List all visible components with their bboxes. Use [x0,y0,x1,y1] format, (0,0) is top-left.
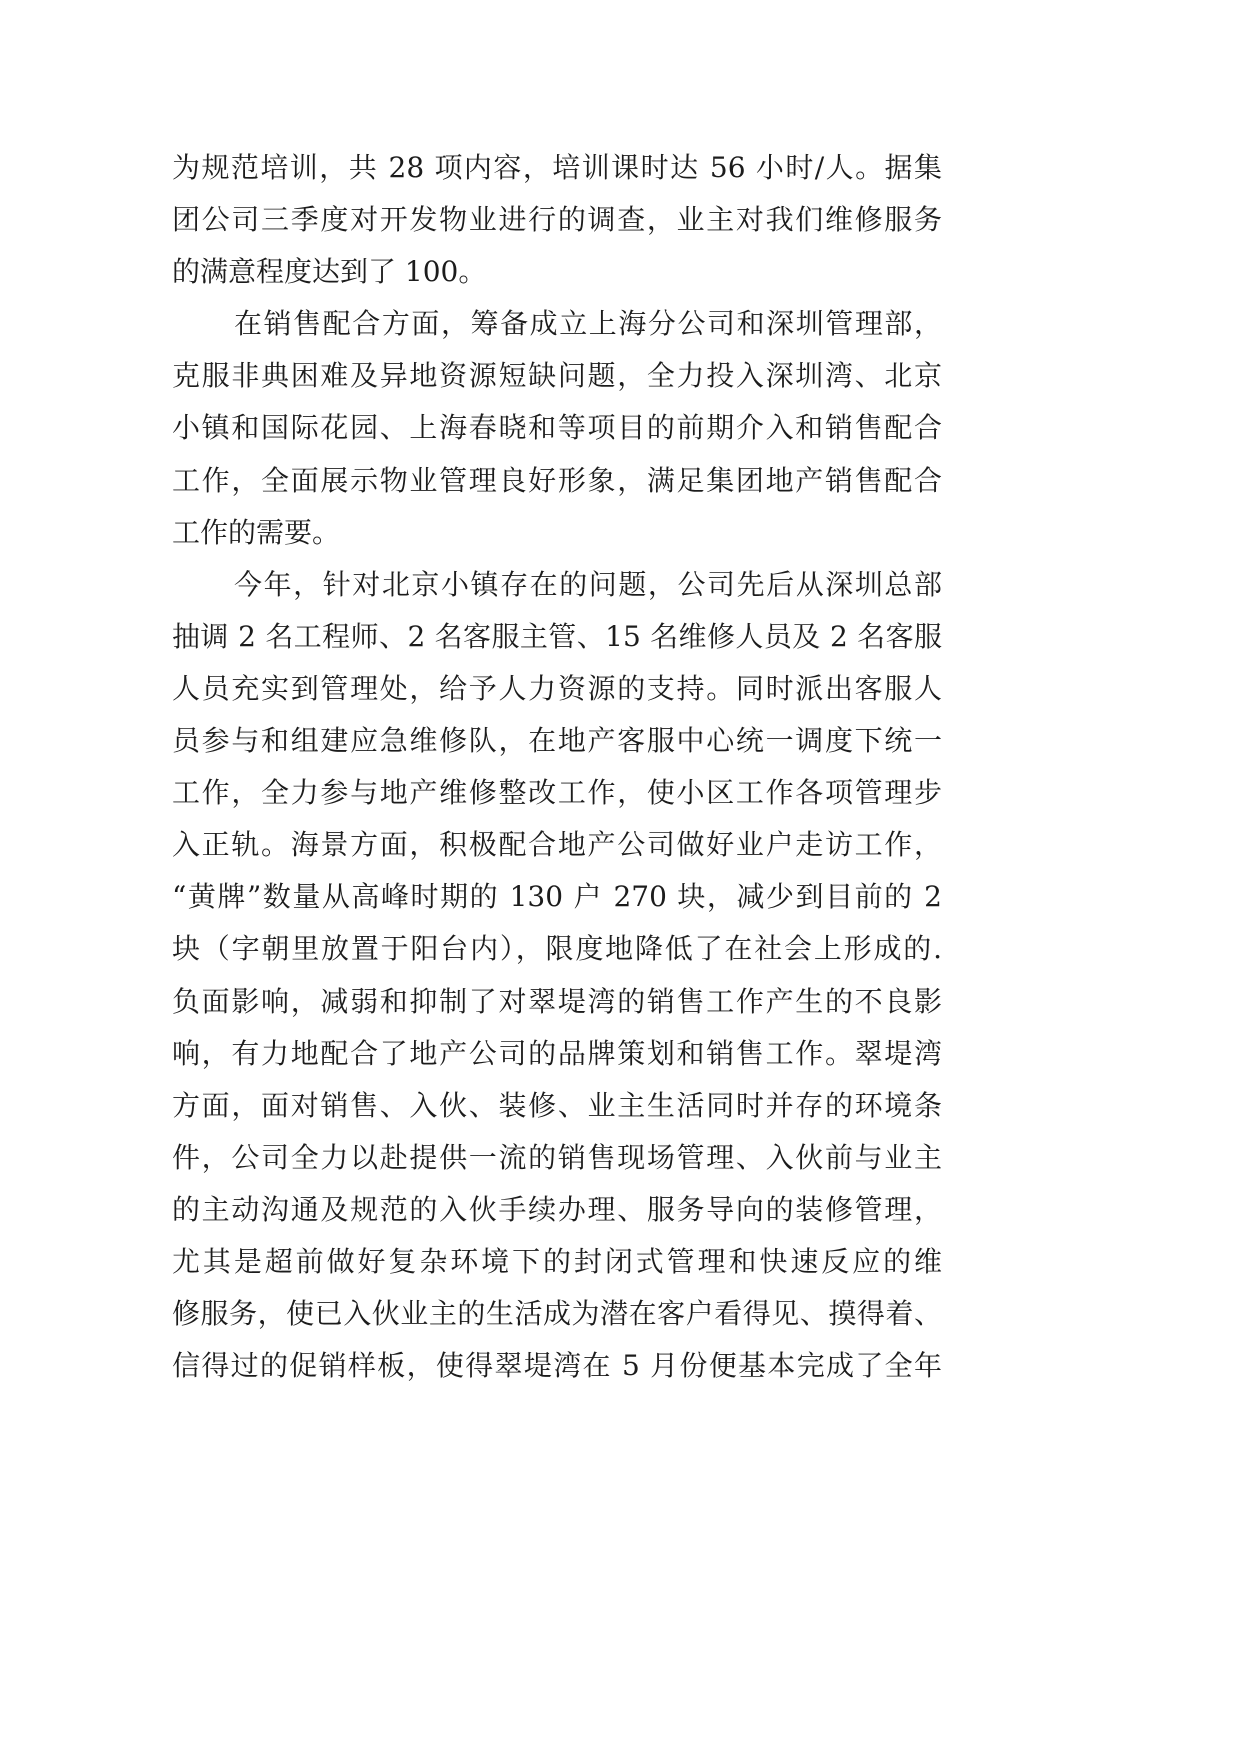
document-body [172,142,942,1392]
text-line: 工作的需要。 [172,515,341,549]
text-line: 的主动沟通及规范的入伙手续办理、服务导向的装修管理， [172,1192,942,1226]
paragraph [172,298,942,558]
text-line: 抽调 2 名工程师、2 名客服主管、15 名维修人员及 2 名客服 [172,619,942,653]
text-line: 工作，全力参与地产维修整改工作，使小区工作各项管理步 [172,776,942,810]
text-line: 块（字朝里放置于阳台内），限度地降低了在社会上形成的. [172,932,942,966]
text-line: 团公司三季度对开发物业进行的调查，业主对我们维修服务 [172,203,942,237]
text-line: 小镇和国际花园、上海春晓和等项目的前期介入和销售配合 [172,411,942,445]
text-line: 件，公司全力以赴提供一流的销售现场管理、入伙前与业主 [172,1140,942,1174]
text-line: 在销售配合方面，筹备成立上海分公司和深圳管理部， [234,307,942,341]
text-line: 工作，全面展示物业管理良好形象，满足集团地产销售配合 [172,463,942,497]
text-line: 信得过的促销样板，使得翠堤湾在 5 月份便基本完成了全年 [172,1349,942,1383]
text-line: 克服非典困难及异地资源短缺问题，全力投入深圳湾、北京 [172,359,942,393]
text-line: 响，有力地配合了地产公司的品牌策划和销售工作。翠堤湾 [172,1036,942,1070]
text-line: 方面，面对销售、入伙、装修、业主生活同时并存的环境条 [172,1088,942,1122]
text-line: 员参与和组建应急维修队，在地产客服中心统一调度下统一 [172,724,942,758]
text-line: 今年，针对北京小镇存在的问题，公司先后从深圳总部 [234,567,942,601]
text-line: 人员充实到管理处，给予人力资源的支持。同时派出客服人 [172,671,942,705]
paragraph [172,142,942,298]
text-line: 为规范培训，共 28 项内容，培训课时达 56 小时/人。据集 [172,151,942,184]
paragraph [172,559,942,1393]
text-line: 入正轨。海景方面，积极配合地产公司做好业户走访工作， [172,828,942,862]
text-line: “黄牌”数量从高峰时期的 130 户 270 块，减少到目前的 2 [172,880,942,914]
text-line: 负面影响，减弱和抑制了对翠堤湾的销售工作产生的不良影 [172,984,942,1018]
text-line: 尤其是超前做好复杂环境下的封闭式管理和快速反应的维 [172,1244,942,1278]
text-line: 修服务，使已入伙业主的生活成为潜在客户看得见、摸得着、 [172,1297,942,1331]
text-line: 的满意程度达到了 100。 [172,255,487,289]
